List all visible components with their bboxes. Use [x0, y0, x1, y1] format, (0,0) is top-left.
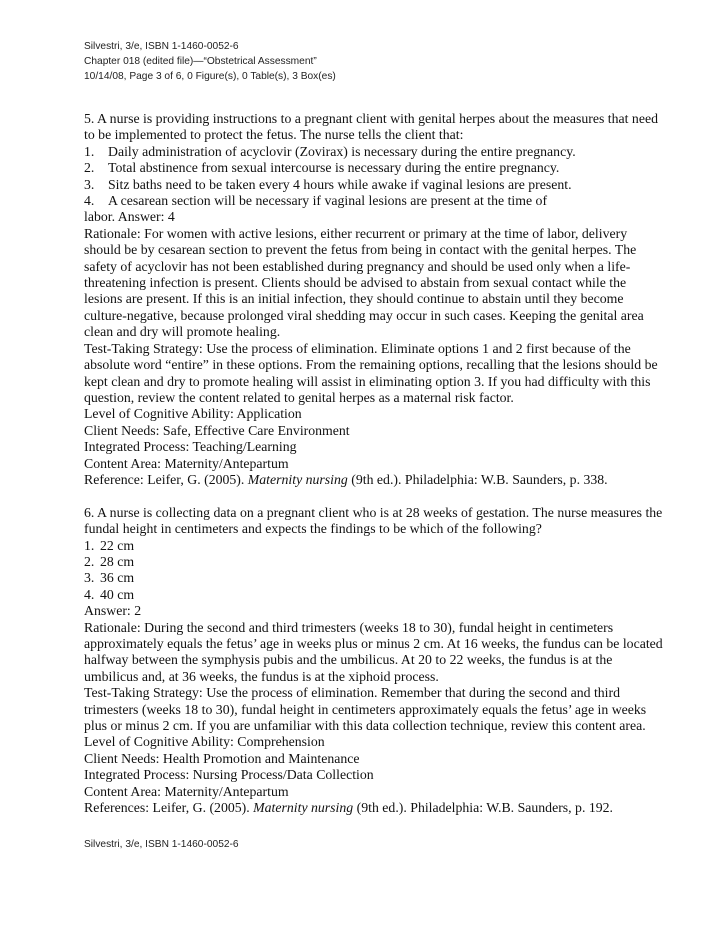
question-5: [84, 111, 664, 488]
header-chapter-info: Chapter 018 (edited file)—“Obstetrical Assessment”: [84, 56, 317, 67]
client-needs: Client Needs: Health Promotion and Maintenance: [84, 750, 360, 766]
question-6: [84, 504, 667, 817]
answer-option: [84, 144, 664, 160]
option-number: 2.: [84, 553, 95, 569]
reference: [84, 800, 664, 816]
option-number: 3.: [84, 570, 95, 586]
reference-prefix: References: Leifer, G. (2005).: [84, 800, 254, 816]
option-text: 28 cm: [100, 553, 135, 569]
reference-prefix: Reference: Leifer, G. (2005).: [84, 471, 248, 487]
test-taking-strategy: Test-Taking Strategy: Use the process of elimination. Eliminate options 1 and 2 first because of the absolute word “entire” in these options. From the remaining options, recalling that the lesions should be kept clean and dry to promote healing will assist in eliminating option 3. If you had difficulty with this question, review the content related to genital herpes as a maternal risk factor.: [84, 340, 662, 405]
client-needs: Client Needs: Safe, Effective Care Environment: [84, 422, 350, 438]
option-number: 4.: [84, 586, 95, 602]
reference-title: Maternity nursing: [247, 471, 348, 487]
reference-suffix: (9th ed.). Philadelphia: W.B. Saunders, p. 338.: [347, 471, 608, 487]
answer-option: [84, 160, 664, 176]
answer-option: [84, 177, 664, 193]
integrated-process: Integrated Process: Teaching/Learning: [84, 439, 297, 455]
option-number: 1.: [84, 143, 95, 159]
answer-line: Answer: 2: [84, 603, 142, 619]
reference: [84, 472, 664, 488]
test-taking-strategy: Test-Taking Strategy: Use the process of elimination. Remember that during the second and third trimesters (weeks 18 to 30), fundal height in centimeters approximately equals the fetus’ age in weeks plus or minus 2 cm. If you are unfamiliar with this data collection technique, review this content area.: [84, 685, 650, 734]
answer-line: labor. Answer: 4: [84, 209, 175, 225]
answer-option: [84, 193, 664, 209]
option-text: Daily administration of acyclovir (Zovirax) is necessary during the entire pregnancy.: [108, 143, 576, 159]
answer-option: [84, 587, 664, 603]
footer-book-info: Silvestri, 3/e, ISBN 1-1460-0052-6: [84, 839, 239, 850]
content-area: Content Area: Maternity/Antepartum: [84, 783, 289, 799]
option-text: Total abstinence from sexual intercourse is necessary during the entire pregnancy.: [108, 160, 560, 176]
cognitive-level: Level of Cognitive Ability: Application: [84, 406, 302, 422]
option-number: 2.: [84, 160, 95, 176]
answer-option: [84, 538, 664, 554]
option-text: 40 cm: [100, 586, 135, 602]
option-number: 4.: [84, 193, 95, 209]
reference-suffix: (9th ed.). Philadelphia: W.B. Saunders, p. 192.: [353, 800, 614, 816]
cognitive-level: Level of Cognitive Ability: Comprehension: [84, 734, 325, 750]
option-text: 36 cm: [100, 570, 135, 586]
header-page-info: 10/14/08, Page 3 of 6, 0 Figure(s), 0 Table(s), 3 Box(es): [84, 71, 336, 82]
document-body: [84, 111, 667, 816]
option-text: Sitz baths need to be taken every 4 hours while awake if vaginal lesions are present.: [108, 176, 572, 192]
rationale: Rationale: During the second and third trimesters (weeks 18 to 30), fundal height in centimeters approximately equals the fetus’ age in weeks plus or minus 2 cm. At 16 weeks, the fundus can be located halfway between the symphysis pubis and the umbilicus. At 20 to 22 weeks, the fundus is at the umbilicus and, at 36 weeks, the fundus is at the xiphoid process.: [84, 619, 667, 684]
option-number: 1.: [84, 537, 95, 553]
content-area: Content Area: Maternity/Antepartum: [84, 455, 289, 471]
option-number: 3.: [84, 176, 95, 192]
question-stem: 6. A nurse is collecting data on a pregnant client who is at 28 weeks of gestation. The nurse measures the fundal height in centimeters and expects the findings to be which of the following?: [84, 504, 666, 537]
rationale: Rationale: For women with active lesions, either recurrent or primary at the time of labor, delivery should be by cesarean section to prevent the fetus from being in contact with the genital herpes. The safety of acyclovir has not been established during pregnancy and should be used only when a life-threatening infection is present. Clients should be advised to abstain from sexual contact while the lesions are present. If this is an initial infection, they should continue to abstain until they become culture-negative, because prolonged viral shedding may occur in such cases. Keeping the genital area clean and dry will promote healing.: [84, 225, 648, 340]
integrated-process: Integrated Process: Nursing Process/Data Collection: [84, 767, 374, 783]
option-text: 22 cm: [100, 537, 135, 553]
answer-option: [84, 554, 664, 570]
spacer: [84, 488, 664, 504]
option-text: A cesarean section will be necessary if vaginal lesions are present at the time of: [108, 193, 548, 209]
header-book-info: Silvestri, 3/e, ISBN 1-1460-0052-6: [84, 41, 239, 52]
reference-title: Maternity nursing: [253, 800, 354, 816]
answer-option: [84, 570, 664, 586]
question-stem: 5. A nurse is providing instructions to a pregnant client with genital herpes about the measures that need to be implemented to protect the fetus. The nurse tells the client that:: [84, 111, 662, 143]
